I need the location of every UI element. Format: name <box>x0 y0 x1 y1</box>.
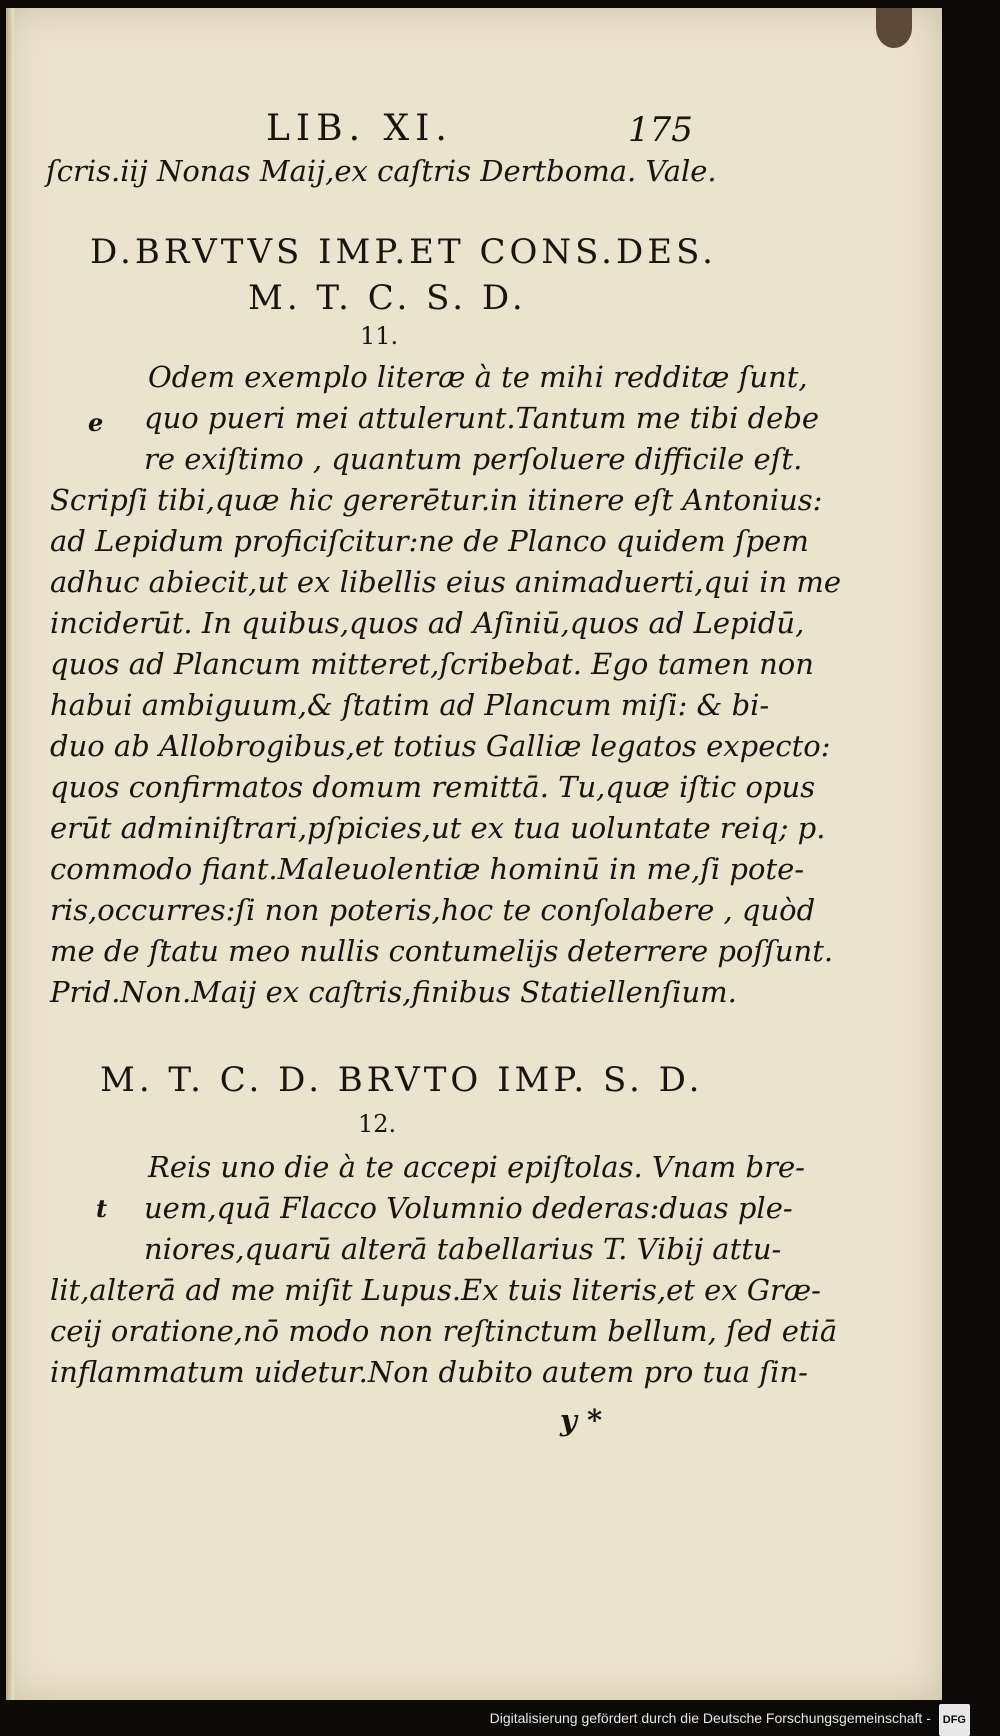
text-line: duo ab Allobrogibus,et totius Galliæ legatos expecto: <box>50 729 831 763</box>
text-line: commodo fiant.Maleuolentiæ hominū in me,ſi pote- <box>50 852 805 886</box>
text-line: habui ambiguum,& ſtatim ad Plancum miſi: & bi- <box>50 688 770 722</box>
page-number: 175 <box>628 110 693 150</box>
letter-11-salutation: M. T. C. S. D. <box>248 278 527 318</box>
text-line: re exiſtimo , quantum perſoluere difficile eſt. <box>144 442 803 476</box>
running-title: LIB. XI. <box>266 108 453 149</box>
dfg-logo: DFG <box>939 1704 970 1736</box>
text-line: ris,occurres:ſi non poteris,hoc te conſolabere , quòd <box>50 893 816 927</box>
text-line: ad Lepidum proficiſcitur:ne de Planco quidem ſpem <box>50 524 809 558</box>
text-line: Scripſi tibi,quæ hic gererētur.in itinere eſt Antonius: <box>50 483 823 517</box>
text-line: quos ad Plancum mitteret,ſcribebat. Ego tamen non <box>50 647 814 681</box>
text-line: inflammatum uidetur.Non dubito autem pro tua ſin- <box>50 1355 808 1389</box>
text-line: me de ſtatu meo nullis contumelijs deterrere poſſunt. <box>50 934 834 968</box>
text-line: quos confirmatos domum remittā. Tu,quæ iſtic opus <box>50 770 816 804</box>
closing-line-previous: ſcris.iij Nonas Maij,ex caſtris Dertboma. Vale. <box>46 154 717 188</box>
digitization-footer <box>0 1703 1000 1733</box>
text-line: adhuc abiecit,ut ex libellis eius animaduerti,qui in me <box>50 565 842 599</box>
text-line: Prid.Non.Maij ex caſtris,finibus Statiellenſium. <box>50 975 737 1009</box>
page-tab <box>876 8 912 48</box>
catchword: y * <box>560 1403 603 1437</box>
footer-text: Digitalisierung gefördert durch die Deutsche Forschungsgemeinschaft - <box>489 1710 931 1726</box>
book-page <box>6 8 942 1700</box>
text-line: inciderūt. In quibus,quos ad Aſiniū,quos ad Lepidū, <box>50 606 805 640</box>
text-line: Odem exemplo literæ à te mihi redditæ ſunt, <box>148 360 808 394</box>
page-edge <box>6 8 14 1700</box>
text-line: lit,alterā ad me miſit Lupus.Ex tuis literis,et ex Græ- <box>50 1273 821 1307</box>
letter-11-heading: D.BRVTVS IMP.ET CONS.DES. <box>90 232 717 272</box>
text-line: quo pueri mei attulerunt.Tantum me tibi debe <box>144 401 820 435</box>
text-line: uem,quā Flacco Volumnio dederas:duas ple- <box>144 1191 793 1225</box>
text-line: niores,quarū alterā tabellarius T. Vibij attu- <box>144 1232 782 1266</box>
text-line: erūt adminiſtrari,pſpicies,ut ex tua uoluntate reiq; p. <box>50 811 826 845</box>
letter-12-number: 12. <box>358 1110 397 1138</box>
letter-12-heading: M. T. C. D. BRVTO IMP. S. D. <box>100 1060 704 1100</box>
text-line: ceij oratione,nō modo non reſtinctum bellum, ſed etiā <box>50 1314 838 1348</box>
text-line: Reis uno die à te accepi epiſtolas. Vnam bre- <box>148 1150 805 1184</box>
letter-11-number: 11. <box>360 322 399 350</box>
marginal-letter: e <box>88 408 104 437</box>
marginal-letter: t <box>96 1194 108 1223</box>
